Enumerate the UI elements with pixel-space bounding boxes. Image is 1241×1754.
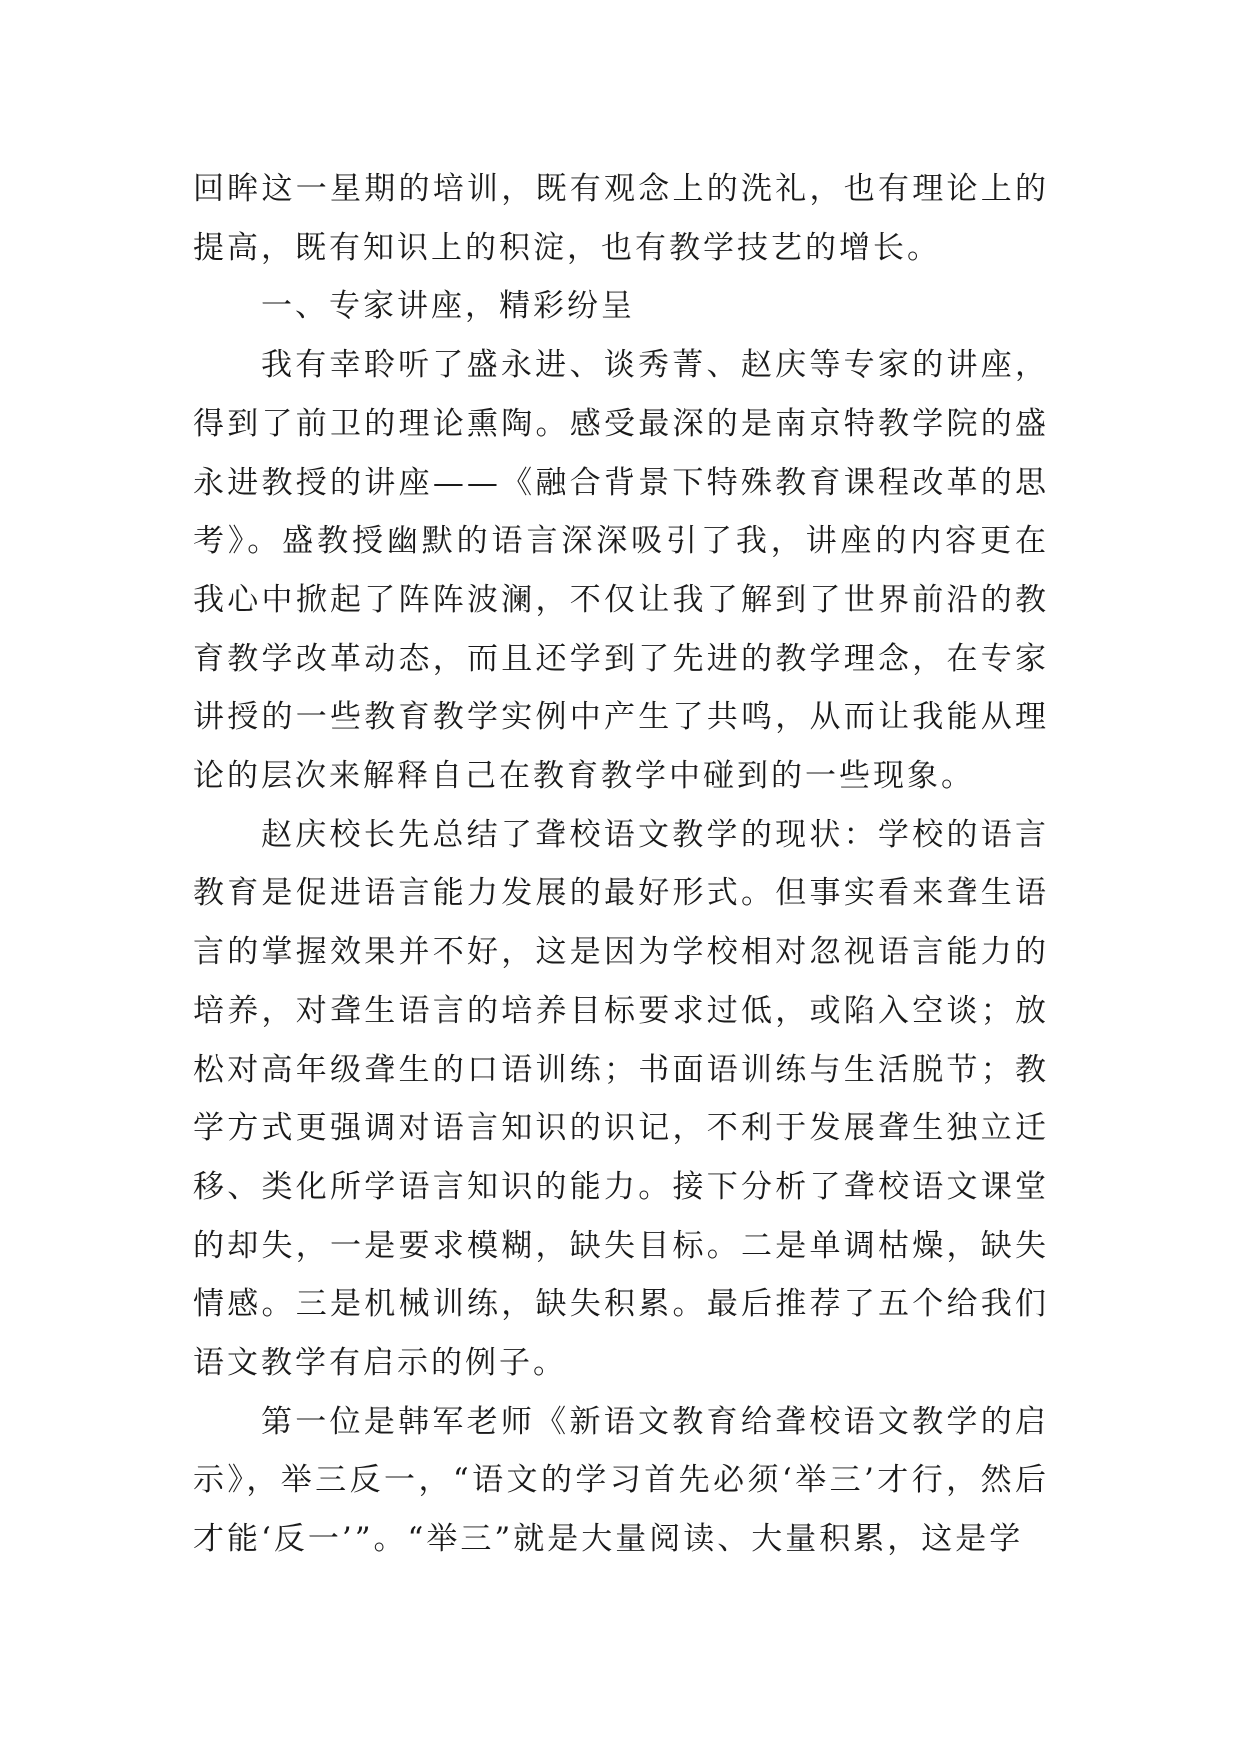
paragraph-lecture: 我有幸聆听了盛永进、谈秀菁、赵庆等专家的讲座，得到了前卫的理论熏陶。感受最深的是南京特教学院的盛永进教授的讲座——《融合背景下特殊教育课程改革的思考》。盛教授幽默的语言深深吸引了我，讲座的内容更在我心中掀起了阵阵波澜，不仅让我了解到了世界前沿的教育教学改革动态，而且还学到了先进的教学理念，在专家讲授的一些教育教学实例中产生了共鸣，从而让我能从理论的层次来解释自己在教育教学中碰到的一些现象。 — [193, 347, 1049, 795]
document-body — [193, 160, 1049, 1569]
paragraph-intro: 回眸这一星期的培训，既有观念上的洗礼，也有理论上的提高，既有知识上的积淀，也有教学技艺的增长。 — [193, 171, 1049, 266]
paragraph-zhao-qing: 赵庆校长先总结了聋校语文教学的现状：学校的语言教育是促进语言能力发展的最好形式。但事实看来聋生语言的掌握效果并不好，这是因为学校相对忽视语言能力的培养，对聋生语言的培养目标要求过低，或陷入空谈；放松对高年级聋生的口语训练；书面语训练与生活脱节；教学方式更强调对语言知识的识记，不利于发展聋生独立迁移、类化所学语言知识的能力。接下分析了聋校语文课堂的却失，一是要求模糊，缺失目标。二是单调枯燥，缺失情感。三是机械训练，缺失积累。最后推荐了五个给我们语文教学有启示的例子。 — [193, 816, 1049, 1382]
paragraph-han-jun: 第一位是韩军老师《新语文教育给聋校语文教学的启示》，举三反一，“语文的学习首先必须‘举三’才行，然后才能‘反一’”。“举三”就是大量阅读、大量积累，这是学 — [193, 1403, 1049, 1558]
section-heading: 一、专家讲座，精彩纷呈 — [261, 288, 635, 325]
